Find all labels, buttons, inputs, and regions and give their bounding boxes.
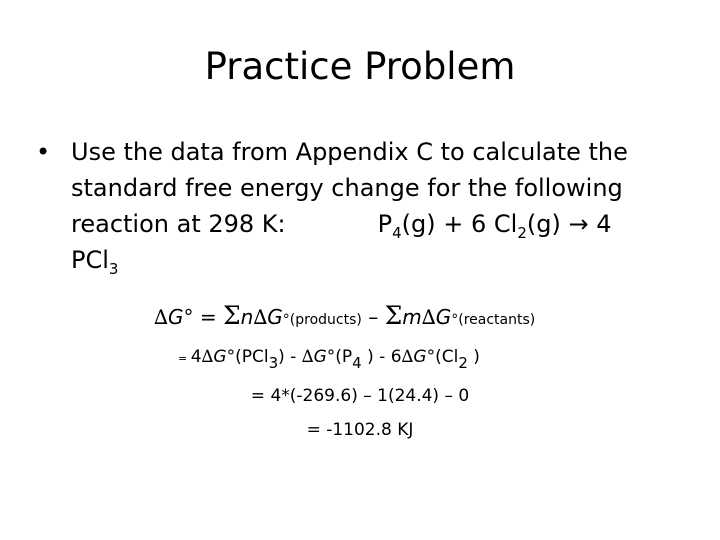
p4-close: ) - 6 — [361, 347, 402, 367]
delta-symbol: ∆ — [253, 305, 268, 329]
product-pcl: PCl — [71, 246, 109, 274]
products-term: °(products) — [282, 312, 362, 328]
reactants-term: °(reactants) — [451, 312, 536, 328]
g-variable: G — [435, 305, 452, 329]
free-energy-formula — [154, 298, 535, 338]
reaction-middle: (g) + 6 Cl — [401, 210, 518, 238]
product-coefficient: 4 — [588, 210, 612, 238]
equals-sign: = — [178, 352, 191, 365]
delta-symbol: ∆ — [401, 347, 414, 367]
m-variable: m — [402, 305, 422, 329]
delta-symbol: ∆ — [154, 305, 168, 329]
reaction-end: (g) — [526, 210, 561, 238]
minus-sign: – — [361, 305, 385, 329]
sigma-symbol: Σ — [384, 301, 403, 330]
g-variable: G — [213, 347, 227, 367]
bullet-line-4 — [71, 242, 696, 278]
g-variable: G — [313, 347, 327, 367]
reactant-p-subscript: 4 — [392, 224, 402, 242]
n-variable: n — [240, 305, 254, 329]
p4-term: °(P — [326, 347, 353, 367]
bullet-line-2: standard free energy change for the following — [71, 174, 623, 202]
delta-symbol: ∆ — [301, 347, 314, 367]
bullet-line-1: Use the data from Appendix C to calculate the — [71, 138, 628, 166]
substitution-equation — [178, 342, 480, 374]
reaction-condition: reaction at 298 K: — [71, 210, 286, 238]
bullet-text — [71, 134, 696, 278]
bullet-line-3 — [71, 206, 696, 242]
g-variable: G — [413, 347, 427, 367]
cl2-subscript: 2 — [458, 354, 468, 372]
reactant-p: P — [377, 210, 393, 238]
final-answer: = -1102.8 KJ — [306, 420, 414, 440]
sigma-symbol: Σ — [222, 301, 241, 330]
reaction-arrow-icon: → — [568, 210, 589, 238]
pcl3-term: °(PCl — [226, 347, 269, 367]
g-variable: G — [167, 305, 184, 329]
delta-symbol: ∆ — [421, 305, 436, 329]
g-variable: G — [267, 305, 283, 329]
reactant-cl-subscript: 2 — [517, 224, 527, 242]
bullet-marker: • — [36, 138, 51, 166]
delta-symbol: ∆ — [201, 347, 214, 367]
p4-subscript: 4 — [352, 354, 362, 372]
pcl3-subscript: 3 — [268, 354, 279, 372]
degree-equals: ° = — [183, 305, 223, 329]
slide-title: Practice Problem — [204, 45, 516, 88]
coefficient-4: 4 — [190, 347, 202, 367]
numeric-substitution: = 4*(-269.6) – 1(24.4) – 0 — [250, 386, 470, 406]
product-pcl-subscript: 3 — [108, 260, 119, 278]
cl2-close: ) — [467, 347, 480, 367]
cl2-term: °(Cl — [426, 347, 459, 367]
pcl3-close: ) - — [278, 347, 302, 367]
